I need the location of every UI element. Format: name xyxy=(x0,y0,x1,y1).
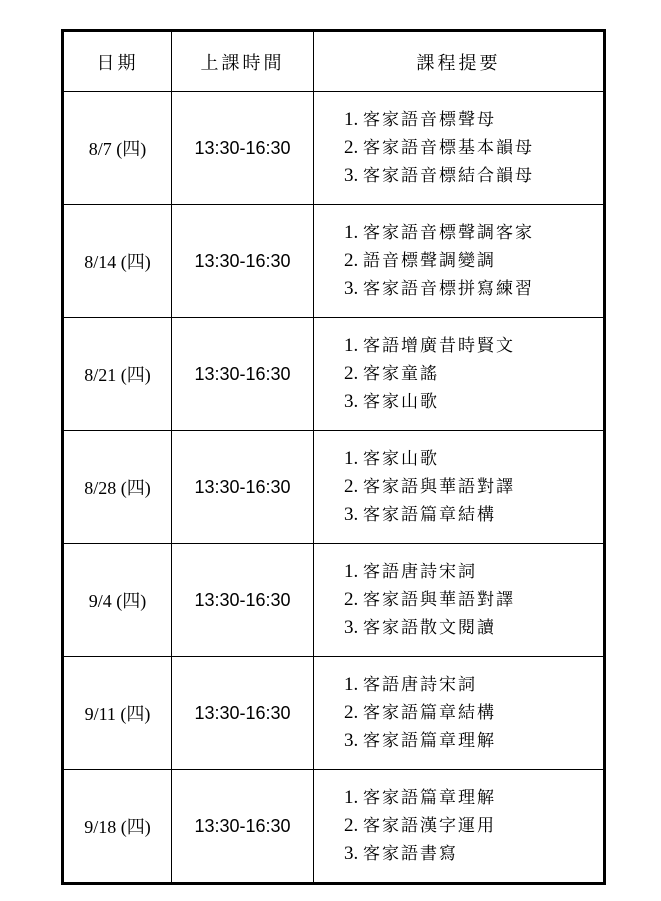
topic-number: 1. xyxy=(344,561,363,582)
header-time: 上課時間 xyxy=(172,31,314,92)
date-cell: 9/11 (四) xyxy=(63,657,172,770)
date-cell: 8/14 (四) xyxy=(63,205,172,318)
topic-list xyxy=(344,671,603,755)
topic-item xyxy=(344,614,603,642)
topic-list xyxy=(344,332,603,416)
topic-text: 客家語與華語對譯 xyxy=(363,477,515,497)
date-cell: 9/4 (四) xyxy=(63,544,172,657)
date-cell: 8/28 (四) xyxy=(63,431,172,544)
topic-list xyxy=(344,784,603,868)
time-cell: 13:30-16:30 xyxy=(172,544,314,657)
table-row xyxy=(63,318,605,431)
topic-number: 1. xyxy=(344,787,363,808)
topic-number: 2. xyxy=(344,250,363,271)
topic-item xyxy=(344,699,603,727)
topic-text: 客家語散文閱讀 xyxy=(363,618,496,638)
topic-item xyxy=(344,162,603,190)
topic-text: 客家語篇章結構 xyxy=(363,703,496,723)
topic-text: 客家山歌 xyxy=(363,392,439,412)
topic-text: 客家語篇章結構 xyxy=(363,505,496,525)
topics-cell xyxy=(314,92,605,205)
topics-cell xyxy=(314,205,605,318)
topics-cell xyxy=(314,770,605,884)
topic-item xyxy=(344,275,603,303)
topic-list xyxy=(344,445,603,529)
table-row xyxy=(63,92,605,205)
topic-text: 客家語音標結合韻母 xyxy=(363,166,534,186)
topic-item xyxy=(344,247,603,275)
header-topics: 課程提要 xyxy=(314,31,605,92)
topic-list xyxy=(344,219,603,303)
topic-text: 客語唐詩宋詞 xyxy=(363,675,477,695)
topic-item xyxy=(344,445,603,473)
topic-number: 1. xyxy=(344,109,363,130)
time-cell: 13:30-16:30 xyxy=(172,431,314,544)
topic-item xyxy=(344,840,603,868)
time-cell: 13:30-16:30 xyxy=(172,205,314,318)
topic-item xyxy=(344,501,603,529)
date-cell: 9/18 (四) xyxy=(63,770,172,884)
topic-number: 2. xyxy=(344,137,363,158)
table-row xyxy=(63,657,605,770)
time-cell: 13:30-16:30 xyxy=(172,770,314,884)
table-row xyxy=(63,770,605,884)
topic-text: 客家語音標基本韻母 xyxy=(363,138,534,158)
topic-number: 2. xyxy=(344,702,363,723)
time-cell: 13:30-16:30 xyxy=(172,318,314,431)
header-row xyxy=(63,31,605,92)
topic-number: 3. xyxy=(344,391,363,412)
topic-number: 2. xyxy=(344,815,363,836)
date-cell: 8/21 (四) xyxy=(63,318,172,431)
topic-number: 2. xyxy=(344,589,363,610)
topic-item xyxy=(344,558,603,586)
topic-item xyxy=(344,784,603,812)
topic-number: 1. xyxy=(344,674,363,695)
topics-cell xyxy=(314,657,605,770)
table-row xyxy=(63,205,605,318)
topic-text: 客家語音標聲調客家 xyxy=(363,223,534,243)
topic-text: 客家語篇章理解 xyxy=(363,788,496,808)
topic-text: 客家童謠 xyxy=(363,364,439,384)
topic-number: 1. xyxy=(344,222,363,243)
topic-number: 3. xyxy=(344,165,363,186)
topic-item xyxy=(344,134,603,162)
course-schedule-table xyxy=(61,29,606,885)
topic-number: 1. xyxy=(344,335,363,356)
topic-list xyxy=(344,558,603,642)
topics-cell xyxy=(314,318,605,431)
topic-item xyxy=(344,586,603,614)
topic-item xyxy=(344,388,603,416)
topic-text: 客家語篇章理解 xyxy=(363,731,496,751)
topic-item xyxy=(344,106,603,134)
topic-text: 語音標聲調變調 xyxy=(363,251,496,271)
topic-item xyxy=(344,332,603,360)
topic-text: 客語增廣昔時賢文 xyxy=(363,336,515,356)
topic-number: 3. xyxy=(344,730,363,751)
topic-text: 客家語與華語對譯 xyxy=(363,590,515,610)
topic-item xyxy=(344,473,603,501)
topic-number: 1. xyxy=(344,448,363,469)
topic-list xyxy=(344,106,603,190)
topic-text: 客家語書寫 xyxy=(363,844,458,864)
topic-number: 3. xyxy=(344,504,363,525)
topic-item xyxy=(344,812,603,840)
topic-number: 2. xyxy=(344,476,363,497)
topic-number: 2. xyxy=(344,363,363,384)
topic-item xyxy=(344,219,603,247)
topics-cell xyxy=(314,431,605,544)
topic-number: 3. xyxy=(344,278,363,299)
topics-cell xyxy=(314,544,605,657)
topic-text: 客家語漢字運用 xyxy=(363,816,496,836)
topic-text: 客語唐詩宋詞 xyxy=(363,562,477,582)
time-cell: 13:30-16:30 xyxy=(172,657,314,770)
topic-text: 客家語音標拼寫練習 xyxy=(363,279,534,299)
topic-number: 3. xyxy=(344,617,363,638)
date-cell: 8/7 (四) xyxy=(63,92,172,205)
topic-text: 客家山歌 xyxy=(363,449,439,469)
topic-item xyxy=(344,727,603,755)
topic-item xyxy=(344,360,603,388)
header-date: 日期 xyxy=(63,31,172,92)
table-row xyxy=(63,544,605,657)
topic-item xyxy=(344,671,603,699)
time-cell: 13:30-16:30 xyxy=(172,92,314,205)
table-row xyxy=(63,431,605,544)
topic-number: 3. xyxy=(344,843,363,864)
topic-text: 客家語音標聲母 xyxy=(363,110,496,130)
